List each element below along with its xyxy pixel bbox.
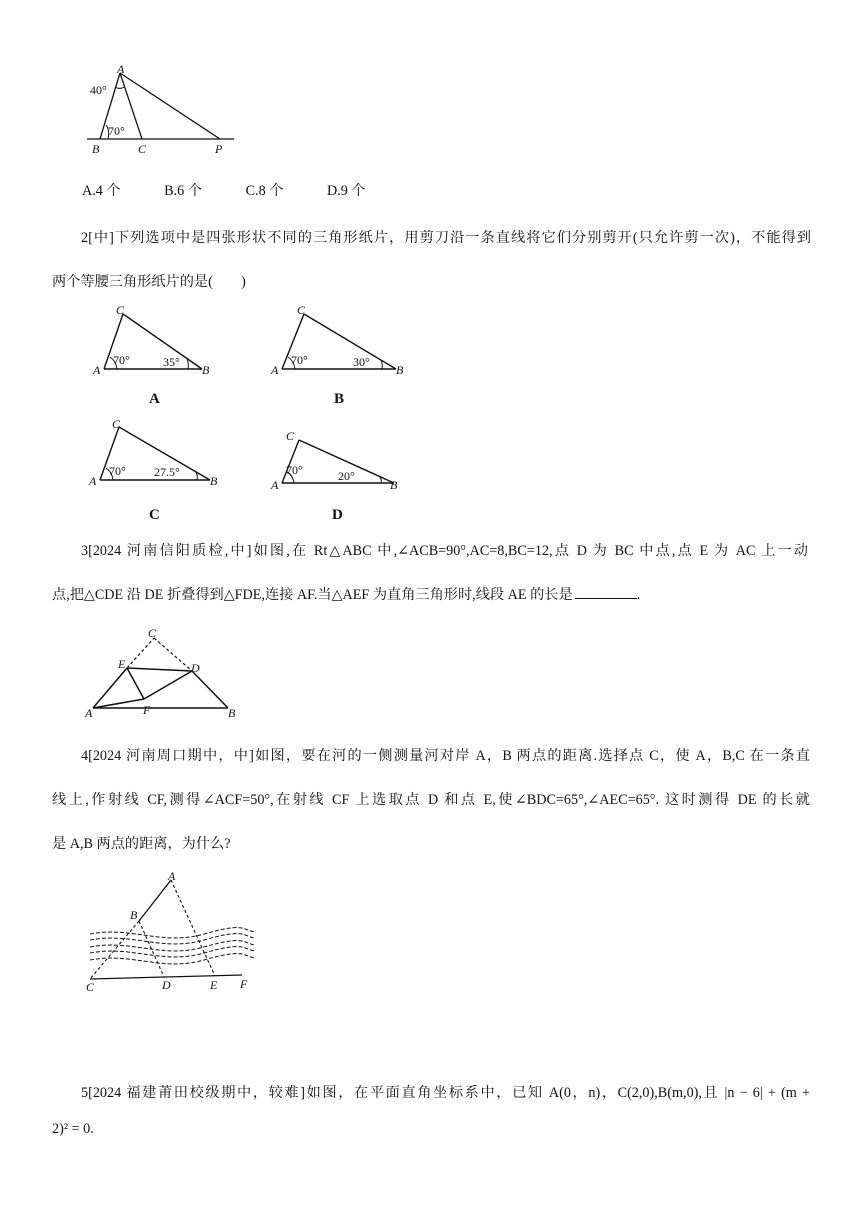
svg-text:D: D — [191, 661, 200, 675]
q2-option-a-label: A — [149, 391, 160, 407]
q1-angle-a: 40° — [90, 83, 107, 97]
q1-option-b: B.6 个 — [164, 183, 203, 199]
q1-label-a: A — [117, 62, 125, 76]
q1-label-c: C — [138, 142, 147, 156]
q1-figure — [82, 60, 242, 160]
q2-option-a-figure — [90, 302, 220, 380]
svg-text:A: A — [271, 363, 279, 377]
q2-option-b-label: B — [334, 391, 345, 407]
svg-text:30°: 30° — [353, 355, 370, 369]
q2-text-line1: 2[中]下列选项中是四张形状不同的三角形纸片，用剪刀沿一条直线将它们分别剪开(只允许剪一次)，不能得到 — [81, 230, 811, 246]
svg-text:A: A — [271, 478, 279, 492]
q2-option-c-label: C — [149, 507, 160, 523]
q3-text-line1: 3[2024 河南信阳质检,中]如图,在 Rt△ABC 中,∠ACB=90°,AC=8,BC=12,点 D 为 BC 中点,点 E 为 AC 上一动 — [81, 543, 808, 559]
q1-options — [82, 180, 406, 200]
svg-text:D: D — [162, 978, 171, 992]
svg-text:70°: 70° — [291, 353, 308, 367]
svg-text:E: E — [118, 657, 126, 671]
q3-answer-blank[interactable] — [575, 586, 637, 599]
q3-figure — [82, 624, 252, 722]
svg-text:B: B — [202, 363, 210, 377]
svg-text:20°: 20° — [338, 469, 355, 483]
svg-text:E: E — [210, 978, 218, 992]
q3-text-line2-main: 点,把△CDE 沿 DE 折叠得到△FDE,连接 AF.当△AEF 为直角三角形时,线段 AE 的长是 — [52, 587, 573, 603]
q5-text-line2: 2)² = 0. — [52, 1121, 94, 1137]
q4-text-line2: 线上,作射线 CF,测得∠ACF=50°,在射线 CF 上选取点 D 和点 E,使∠BDC=65°,∠AEC=65°. 这时测得 DE 的长就 — [52, 792, 810, 808]
svg-text:B: B — [210, 474, 218, 488]
svg-text:A: A — [85, 706, 93, 720]
q1-angle-b: 70° — [108, 124, 125, 138]
q1-label-b: B — [92, 142, 100, 156]
q2-option-b-figure — [268, 302, 413, 380]
q3-text-line2 — [52, 584, 812, 604]
q1-label-p: P — [215, 142, 223, 156]
q1-option-c: C.8 个 — [245, 183, 284, 199]
svg-text:A: A — [168, 869, 176, 883]
q2-text-line2: 两个等腰三角形纸片的是( ) — [52, 274, 246, 290]
svg-text:C: C — [112, 417, 121, 431]
svg-text:C: C — [86, 980, 95, 994]
svg-text:B: B — [390, 478, 398, 492]
svg-text:A: A — [93, 363, 101, 377]
svg-text:70°: 70° — [109, 464, 126, 478]
q4-text-line3: 是 A,B 两点的距离，为什么? — [52, 836, 231, 852]
svg-text:B: B — [396, 363, 404, 377]
svg-text:35°: 35° — [163, 355, 180, 369]
svg-text:F: F — [143, 703, 151, 717]
svg-text:A: A — [89, 474, 97, 488]
q1-option-d: D.9 个 — [326, 183, 366, 199]
q2-option-d-label: D — [332, 507, 343, 523]
q4-text-line1: 4[2024 河南周口期中，中]如图，要在河的一侧测量河对岸 A，B 两点的距离.选择点 C，使 A，B,C 在一条直 — [81, 748, 810, 764]
svg-text:70°: 70° — [113, 353, 130, 367]
q2-option-d-figure — [268, 425, 408, 497]
q3-text-line2-end: . — [636, 587, 641, 603]
svg-text:C: C — [297, 303, 306, 317]
svg-text:F: F — [240, 977, 248, 991]
svg-text:C: C — [116, 303, 125, 317]
svg-text:27.5°: 27.5° — [154, 465, 180, 479]
svg-text:70°: 70° — [286, 463, 303, 477]
q5-text-line1: 5[2024 福建莆田校级期中，较难]如图，在平面直角坐标系中，已知 A(0，n)，C(2,0),B(m,0),且 |n − 6| + (m + — [81, 1085, 810, 1101]
svg-text:B: B — [130, 908, 138, 922]
svg-text:C: C — [286, 429, 295, 443]
q2-option-c-figure — [86, 418, 226, 493]
q4-figure — [82, 864, 262, 994]
q1-option-a: A.4 个 — [82, 183, 121, 199]
svg-text:C: C — [148, 626, 157, 640]
svg-text:B: B — [228, 706, 236, 720]
